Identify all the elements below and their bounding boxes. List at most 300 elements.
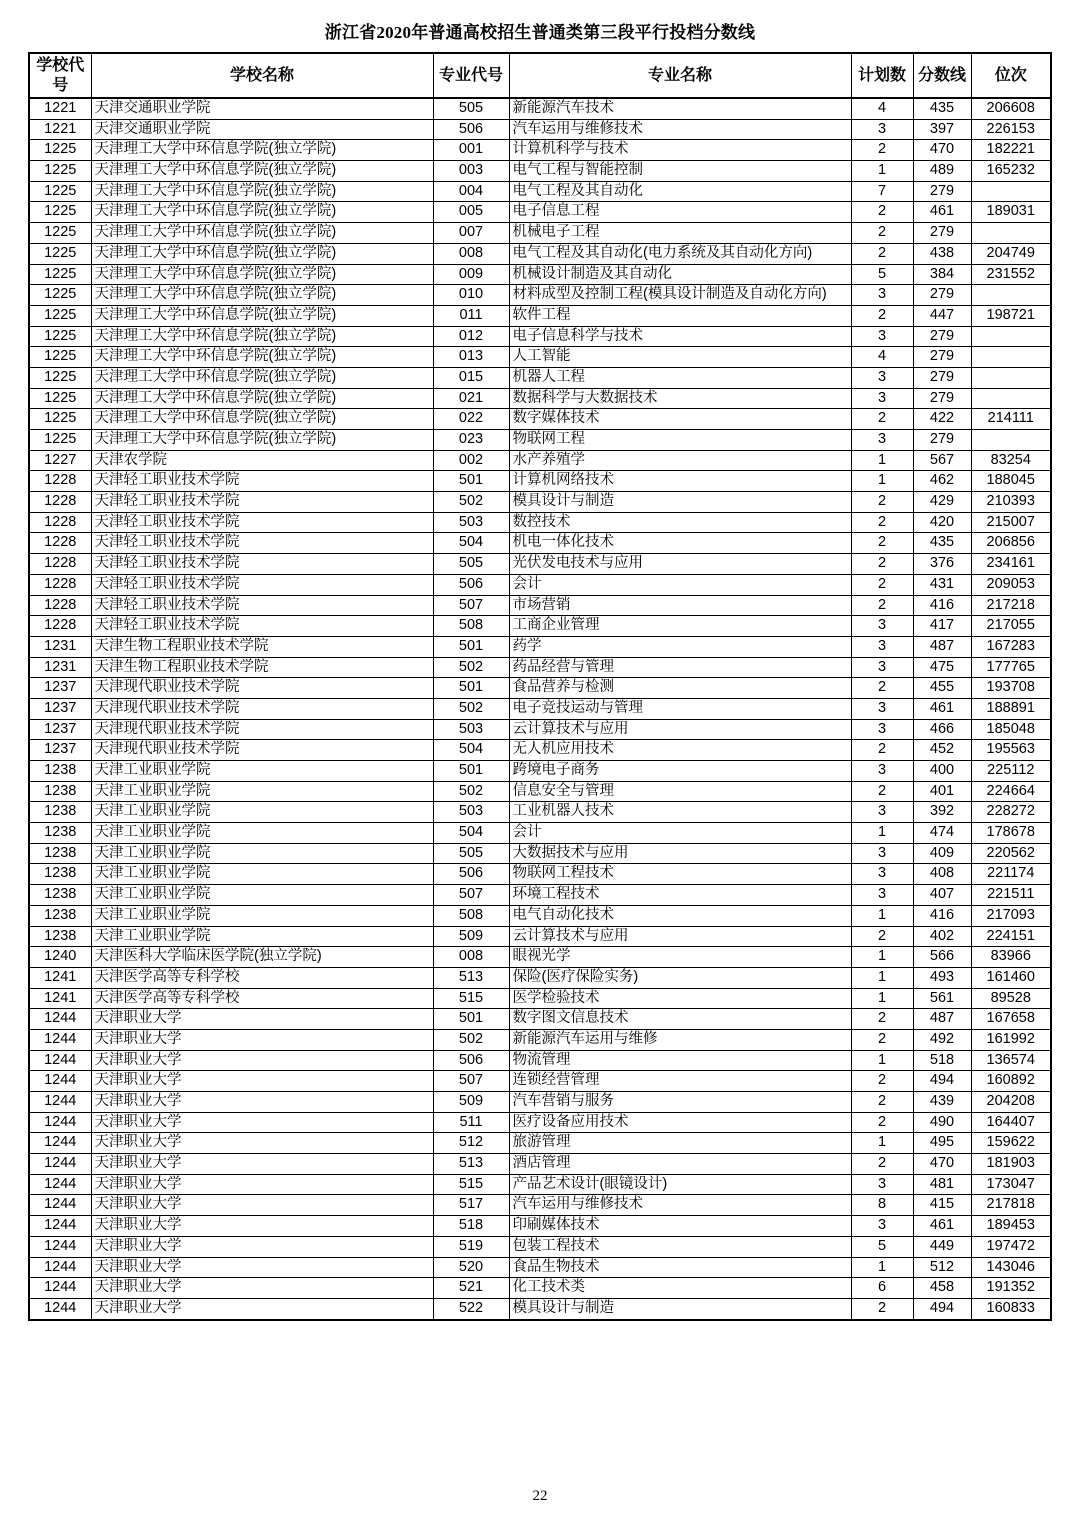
cell-school-code: 1244	[29, 1154, 91, 1175]
cell-plan: 2	[851, 1154, 913, 1175]
cell-school-name: 天津医学高等专科学校	[91, 988, 433, 1009]
cell-major-name: 医疗设备应用技术	[509, 1112, 851, 1133]
cell-rank: 210393	[971, 492, 1051, 513]
cell-school-name: 天津工业职业学院	[91, 802, 433, 823]
cell-school-name: 天津理工大学中环信息学院(独立学院)	[91, 305, 433, 326]
cell-school-name: 天津医科大学临床医学院(独立学院)	[91, 947, 433, 968]
cell-plan: 3	[851, 864, 913, 885]
table-row	[29, 98, 1051, 119]
cell-school-code: 1238	[29, 864, 91, 885]
cell-major-name: 旅游管理	[509, 1133, 851, 1154]
cell-major-code: 504	[433, 823, 509, 844]
cell-school-name: 天津理工大学中环信息学院(独立学院)	[91, 243, 433, 264]
cell-major-name: 化工技术类	[509, 1278, 851, 1299]
cell-school-code: 1237	[29, 678, 91, 699]
table-row	[29, 471, 1051, 492]
column-header-school-name: 学校名称	[91, 53, 433, 98]
cell-major-name: 市场营销	[509, 595, 851, 616]
cell-score: 417	[913, 616, 971, 637]
cell-school-code: 1225	[29, 202, 91, 223]
cell-major-name: 保险(医疗保险实务)	[509, 967, 851, 988]
cell-score: 458	[913, 1278, 971, 1299]
cell-rank: 185048	[971, 719, 1051, 740]
cell-score: 279	[913, 223, 971, 244]
cell-school-name: 天津工业职业学院	[91, 843, 433, 864]
cell-major-code: 013	[433, 347, 509, 368]
cell-plan: 2	[851, 140, 913, 161]
cell-major-name: 数字图文信息技术	[509, 1009, 851, 1030]
cell-school-code: 1231	[29, 657, 91, 678]
table-row	[29, 1216, 1051, 1237]
cell-rank: 209053	[971, 574, 1051, 595]
cell-major-code: 513	[433, 967, 509, 988]
table-row	[29, 1257, 1051, 1278]
table-row	[29, 636, 1051, 657]
cell-school-name: 天津工业职业学院	[91, 864, 433, 885]
cell-score: 408	[913, 864, 971, 885]
cell-rank: 181903	[971, 1154, 1051, 1175]
cell-major-code: 502	[433, 1029, 509, 1050]
cell-major-code: 501	[433, 1009, 509, 1030]
column-header-plan: 计划数	[851, 53, 913, 98]
cell-major-name: 产品艺术设计(眼镜设计)	[509, 1174, 851, 1195]
cell-school-name: 天津理工大学中环信息学院(独立学院)	[91, 388, 433, 409]
cell-plan: 2	[851, 409, 913, 430]
cell-school-code: 1238	[29, 905, 91, 926]
cell-school-name: 天津职业大学	[91, 1133, 433, 1154]
cell-school-name: 天津交通职业学院	[91, 119, 433, 140]
cell-school-name: 天津现代职业技术学院	[91, 719, 433, 740]
cell-school-code: 1225	[29, 140, 91, 161]
cell-rank: 217818	[971, 1195, 1051, 1216]
cell-major-name: 工商企业管理	[509, 616, 851, 637]
cell-score: 449	[913, 1236, 971, 1257]
cell-score: 461	[913, 698, 971, 719]
table-header-row	[29, 53, 1051, 98]
cell-plan: 3	[851, 636, 913, 657]
cell-score: 279	[913, 347, 971, 368]
cell-score: 439	[913, 1092, 971, 1113]
cell-rank: 143046	[971, 1257, 1051, 1278]
table-row	[29, 864, 1051, 885]
cell-score: 279	[913, 430, 971, 451]
cell-school-name: 天津理工大学中环信息学院(独立学院)	[91, 285, 433, 306]
cell-major-name: 电气自动化技术	[509, 905, 851, 926]
table-row	[29, 885, 1051, 906]
cell-score: 518	[913, 1050, 971, 1071]
cell-school-code: 1221	[29, 119, 91, 140]
cell-school-code: 1225	[29, 264, 91, 285]
table-row	[29, 285, 1051, 306]
cell-rank	[971, 223, 1051, 244]
cell-school-code: 1244	[29, 1071, 91, 1092]
cell-school-code: 1231	[29, 636, 91, 657]
cell-major-code: 507	[433, 1071, 509, 1092]
cell-major-code: 505	[433, 98, 509, 119]
cell-plan: 2	[851, 554, 913, 575]
column-header-school-code: 学校代号	[29, 53, 91, 98]
table-row	[29, 802, 1051, 823]
cell-major-code: 519	[433, 1236, 509, 1257]
cell-plan: 1	[851, 988, 913, 1009]
cell-school-name: 天津工业职业学院	[91, 761, 433, 782]
cell-major-code: 515	[433, 988, 509, 1009]
table-row	[29, 450, 1051, 471]
table-row	[29, 781, 1051, 802]
cell-major-code: 511	[433, 1112, 509, 1133]
cell-school-code: 1244	[29, 1236, 91, 1257]
cell-score: 487	[913, 636, 971, 657]
cell-school-name: 天津职业大学	[91, 1154, 433, 1175]
cell-rank: 161992	[971, 1029, 1051, 1050]
cell-school-name: 天津理工大学中环信息学院(独立学院)	[91, 409, 433, 430]
cell-major-name: 模具设计与制造	[509, 1298, 851, 1319]
cell-school-code: 1225	[29, 367, 91, 388]
cell-major-code: 007	[433, 223, 509, 244]
table-row	[29, 1154, 1051, 1175]
cell-school-code: 1228	[29, 616, 91, 637]
cell-rank: 217093	[971, 905, 1051, 926]
cell-major-code: 521	[433, 1278, 509, 1299]
cell-school-code: 1238	[29, 761, 91, 782]
cell-major-name: 计算机科学与技术	[509, 140, 851, 161]
cell-plan: 1	[851, 947, 913, 968]
column-header-major-name: 专业名称	[509, 53, 851, 98]
cell-rank: 206856	[971, 533, 1051, 554]
admission-score-table	[28, 52, 1052, 1321]
cell-school-name: 天津工业职业学院	[91, 926, 433, 947]
cell-plan: 2	[851, 223, 913, 244]
cell-plan: 2	[851, 1112, 913, 1133]
cell-school-name: 天津交通职业学院	[91, 98, 433, 119]
cell-score: 416	[913, 595, 971, 616]
column-header-rank: 位次	[971, 53, 1051, 98]
cell-plan: 2	[851, 512, 913, 533]
cell-major-name: 电子信息工程	[509, 202, 851, 223]
cell-score: 279	[913, 181, 971, 202]
table-row	[29, 616, 1051, 637]
cell-plan: 3	[851, 761, 913, 782]
cell-major-code: 502	[433, 492, 509, 513]
cell-major-name: 云计算技术与应用	[509, 719, 851, 740]
cell-major-code: 003	[433, 161, 509, 182]
cell-plan: 2	[851, 595, 913, 616]
cell-rank	[971, 388, 1051, 409]
cell-school-name: 天津职业大学	[91, 1236, 433, 1257]
table-row	[29, 119, 1051, 140]
cell-major-code: 001	[433, 140, 509, 161]
cell-school-code: 1240	[29, 947, 91, 968]
cell-score: 461	[913, 1216, 971, 1237]
cell-rank: 182221	[971, 140, 1051, 161]
cell-major-code: 508	[433, 616, 509, 637]
cell-major-name: 眼视光学	[509, 947, 851, 968]
cell-major-code: 503	[433, 719, 509, 740]
cell-rank: 188891	[971, 698, 1051, 719]
cell-major-code: 509	[433, 1092, 509, 1113]
cell-plan: 3	[851, 698, 913, 719]
cell-rank: 195563	[971, 740, 1051, 761]
cell-major-name: 物流管理	[509, 1050, 851, 1071]
cell-major-code: 507	[433, 885, 509, 906]
column-header-score: 分数线	[913, 53, 971, 98]
cell-plan: 2	[851, 243, 913, 264]
cell-plan: 2	[851, 1029, 913, 1050]
cell-major-name: 酒店管理	[509, 1154, 851, 1175]
table-row	[29, 347, 1051, 368]
table-row	[29, 1029, 1051, 1050]
cell-major-code: 513	[433, 1154, 509, 1175]
cell-plan: 3	[851, 885, 913, 906]
cell-major-code: 010	[433, 285, 509, 306]
cell-major-name: 药品经营与管理	[509, 657, 851, 678]
cell-school-name: 天津现代职业技术学院	[91, 740, 433, 761]
table-row	[29, 595, 1051, 616]
cell-major-name: 电子信息科学与技术	[509, 326, 851, 347]
table-row	[29, 533, 1051, 554]
cell-major-code: 506	[433, 1050, 509, 1071]
cell-plan: 2	[851, 1092, 913, 1113]
cell-score: 279	[913, 388, 971, 409]
cell-plan: 3	[851, 843, 913, 864]
cell-major-name: 软件工程	[509, 305, 851, 326]
cell-major-code: 504	[433, 533, 509, 554]
cell-major-code: 506	[433, 864, 509, 885]
cell-school-code: 1244	[29, 1092, 91, 1113]
cell-school-code: 1238	[29, 823, 91, 844]
cell-major-name: 材料成型及控制工程(模具设计制造及自动化方向)	[509, 285, 851, 306]
cell-major-name: 包装工程技术	[509, 1236, 851, 1257]
cell-plan: 3	[851, 367, 913, 388]
cell-plan: 3	[851, 657, 913, 678]
cell-rank: 173047	[971, 1174, 1051, 1195]
cell-rank: 178678	[971, 823, 1051, 844]
cell-score: 402	[913, 926, 971, 947]
cell-rank: 221174	[971, 864, 1051, 885]
cell-plan: 5	[851, 1236, 913, 1257]
cell-rank: 189031	[971, 202, 1051, 223]
cell-score: 376	[913, 554, 971, 575]
cell-plan: 2	[851, 492, 913, 513]
cell-plan: 2	[851, 1298, 913, 1319]
cell-score: 487	[913, 1009, 971, 1030]
cell-rank: 177765	[971, 657, 1051, 678]
table-row	[29, 698, 1051, 719]
cell-school-name: 天津轻工职业技术学院	[91, 512, 433, 533]
cell-school-name: 天津理工大学中环信息学院(独立学院)	[91, 347, 433, 368]
cell-major-name: 光伏发电技术与应用	[509, 554, 851, 575]
cell-major-code: 517	[433, 1195, 509, 1216]
cell-school-code: 1225	[29, 326, 91, 347]
cell-score: 409	[913, 843, 971, 864]
cell-major-name: 会计	[509, 823, 851, 844]
cell-major-name: 大数据技术与应用	[509, 843, 851, 864]
cell-rank	[971, 347, 1051, 368]
cell-school-code: 1225	[29, 223, 91, 244]
cell-major-code: 518	[433, 1216, 509, 1237]
cell-major-name: 电子竞技运动与管理	[509, 698, 851, 719]
cell-school-code: 1225	[29, 430, 91, 451]
cell-rank: 214111	[971, 409, 1051, 430]
cell-rank: 83254	[971, 450, 1051, 471]
cell-school-name: 天津职业大学	[91, 1112, 433, 1133]
cell-rank: 224664	[971, 781, 1051, 802]
cell-rank: 197472	[971, 1236, 1051, 1257]
cell-school-name: 天津职业大学	[91, 1278, 433, 1299]
cell-plan: 2	[851, 574, 913, 595]
cell-school-name: 天津职业大学	[91, 1257, 433, 1278]
cell-rank: 221511	[971, 885, 1051, 906]
cell-score: 512	[913, 1257, 971, 1278]
cell-school-name: 天津现代职业技术学院	[91, 678, 433, 699]
cell-plan: 2	[851, 678, 913, 699]
cell-score: 416	[913, 905, 971, 926]
cell-score: 461	[913, 202, 971, 223]
page-number: 22	[532, 1488, 548, 1504]
cell-major-name: 食品营养与检测	[509, 678, 851, 699]
cell-school-code: 1225	[29, 285, 91, 306]
cell-school-code: 1228	[29, 554, 91, 575]
cell-school-code: 1225	[29, 161, 91, 182]
cell-score: 475	[913, 657, 971, 678]
cell-school-name: 天津轻工职业技术学院	[91, 492, 433, 513]
cell-rank	[971, 430, 1051, 451]
cell-school-code: 1225	[29, 347, 91, 368]
cell-rank	[971, 367, 1051, 388]
cell-score: 495	[913, 1133, 971, 1154]
cell-score: 384	[913, 264, 971, 285]
cell-school-code: 1241	[29, 967, 91, 988]
cell-school-name: 天津理工大学中环信息学院(独立学院)	[91, 140, 433, 161]
cell-plan: 3	[851, 285, 913, 306]
cell-score: 494	[913, 1298, 971, 1319]
cell-score: 429	[913, 492, 971, 513]
cell-plan: 6	[851, 1278, 913, 1299]
cell-major-code: 015	[433, 367, 509, 388]
table-row	[29, 140, 1051, 161]
cell-rank: 206608	[971, 98, 1051, 119]
cell-school-name: 天津职业大学	[91, 1174, 433, 1195]
cell-major-code: 021	[433, 388, 509, 409]
cell-school-code: 1244	[29, 1174, 91, 1195]
table-row	[29, 574, 1051, 595]
cell-plan: 3	[851, 326, 913, 347]
cell-plan: 1	[851, 967, 913, 988]
cell-major-name: 汽车运用与维修技术	[509, 119, 851, 140]
cell-major-code: 506	[433, 574, 509, 595]
cell-rank: 217055	[971, 616, 1051, 637]
cell-score: 400	[913, 761, 971, 782]
cell-score: 279	[913, 326, 971, 347]
cell-plan: 3	[851, 616, 913, 637]
cell-rank: 167658	[971, 1009, 1051, 1030]
cell-major-name: 数字媒体技术	[509, 409, 851, 430]
cell-school-code: 1225	[29, 181, 91, 202]
cell-major-name: 新能源汽车技术	[509, 98, 851, 119]
table-row	[29, 202, 1051, 223]
cell-rank: 189453	[971, 1216, 1051, 1237]
cell-school-name: 天津职业大学	[91, 1050, 433, 1071]
cell-score: 279	[913, 367, 971, 388]
cell-plan: 2	[851, 1071, 913, 1092]
cell-score: 470	[913, 140, 971, 161]
cell-school-code: 1237	[29, 698, 91, 719]
table-body	[29, 98, 1051, 1320]
cell-major-name: 机械电子工程	[509, 223, 851, 244]
cell-major-code: 004	[433, 181, 509, 202]
table-row	[29, 1092, 1051, 1113]
cell-score: 493	[913, 967, 971, 988]
cell-score: 455	[913, 678, 971, 699]
cell-rank: 89528	[971, 988, 1051, 1009]
table-row	[29, 1133, 1051, 1154]
table-header	[29, 53, 1051, 98]
table-row	[29, 1174, 1051, 1195]
column-header-major-code: 专业代号	[433, 53, 509, 98]
cell-school-name: 天津工业职业学院	[91, 781, 433, 802]
cell-rank: 160833	[971, 1298, 1051, 1319]
cell-major-name: 机器人工程	[509, 367, 851, 388]
cell-school-name: 天津职业大学	[91, 1216, 433, 1237]
cell-school-code: 1221	[29, 98, 91, 119]
table-row	[29, 988, 1051, 1009]
cell-plan: 2	[851, 533, 913, 554]
cell-rank: 188045	[971, 471, 1051, 492]
cell-major-name: 无人机应用技术	[509, 740, 851, 761]
cell-major-name: 计算机网络技术	[509, 471, 851, 492]
table-row	[29, 719, 1051, 740]
cell-major-code: 520	[433, 1257, 509, 1278]
cell-school-name: 天津轻工职业技术学院	[91, 471, 433, 492]
cell-major-code: 505	[433, 843, 509, 864]
cell-major-name: 数控技术	[509, 512, 851, 533]
cell-major-name: 汽车运用与维修技术	[509, 1195, 851, 1216]
cell-major-code: 507	[433, 595, 509, 616]
cell-school-code: 1238	[29, 802, 91, 823]
cell-score: 420	[913, 512, 971, 533]
cell-school-name: 天津职业大学	[91, 1071, 433, 1092]
cell-school-code: 1238	[29, 843, 91, 864]
cell-major-name: 电气工程及其自动化(电力系统及其自动化方向)	[509, 243, 851, 264]
cell-school-code: 1238	[29, 885, 91, 906]
cell-plan: 2	[851, 926, 913, 947]
cell-score: 435	[913, 98, 971, 119]
cell-plan: 1	[851, 1133, 913, 1154]
cell-rank: 220562	[971, 843, 1051, 864]
cell-plan: 4	[851, 98, 913, 119]
cell-major-code: 501	[433, 678, 509, 699]
cell-school-name: 天津理工大学中环信息学院(独立学院)	[91, 202, 433, 223]
cell-score: 489	[913, 161, 971, 182]
cell-major-name: 汽车营销与服务	[509, 1092, 851, 1113]
cell-school-name: 天津理工大学中环信息学院(独立学院)	[91, 161, 433, 182]
cell-plan: 1	[851, 1050, 913, 1071]
cell-score: 438	[913, 243, 971, 264]
cell-plan: 7	[851, 181, 913, 202]
cell-school-name: 天津职业大学	[91, 1298, 433, 1319]
cell-plan: 3	[851, 388, 913, 409]
cell-rank: 228272	[971, 802, 1051, 823]
cell-plan: 2	[851, 202, 913, 223]
table-row	[29, 512, 1051, 533]
cell-school-code: 1244	[29, 1298, 91, 1319]
cell-school-name: 天津工业职业学院	[91, 885, 433, 906]
cell-major-name: 新能源汽车运用与维修	[509, 1029, 851, 1050]
cell-school-name: 天津工业职业学院	[91, 905, 433, 926]
cell-score: 407	[913, 885, 971, 906]
cell-major-name: 数据科学与大数据技术	[509, 388, 851, 409]
cell-rank: 83966	[971, 947, 1051, 968]
